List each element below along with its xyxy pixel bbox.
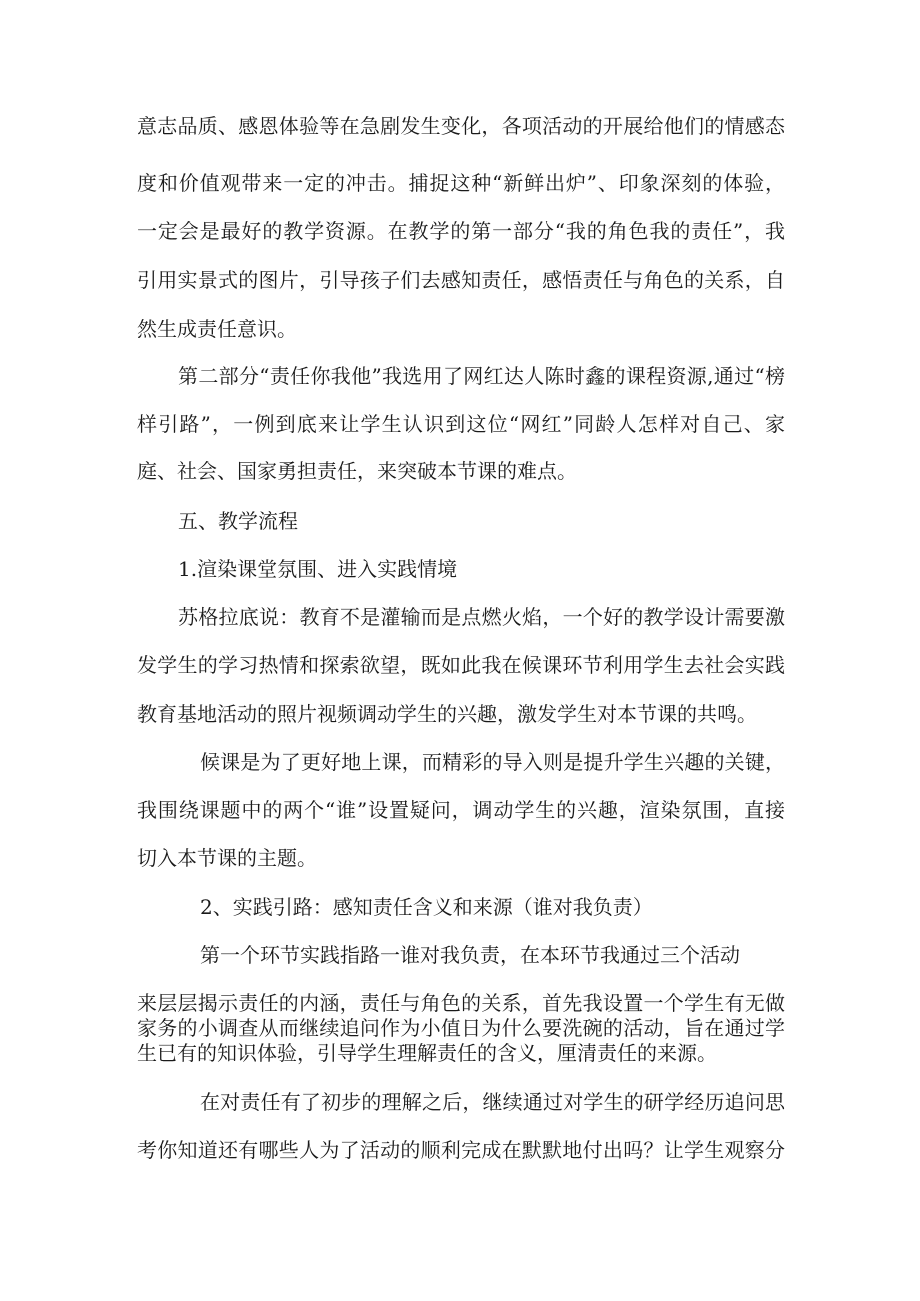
paragraph-line: 来层层揭示责任的内涵，责任与角色的关系，首先我设置一个学生有无做 [137,991,785,1015]
paragraph-line: 家务的小调查从而继续追问作为小值日为什么要洗碗的活动，旨在通过学 [137,1016,785,1040]
paragraph-line: 第一个环节实践指路一谁对我负责，在本环节我通过三个活动 [200,943,740,967]
paragraph-line: 度和价值观带来一定的冲击。捕捉这种“新鲜出炉”、印象深刻的体验， [137,171,785,195]
paragraph-line: 样引路”，一例到底来让学生认识到这位“网红”同龄人怎样对自己、家 [137,412,785,436]
subsection-heading: 1.渲染课堂氛围、进入实践情境 [178,557,458,581]
paragraph-line: 庭、社会、国家勇担责任，来突破本节课的难点。 [137,459,577,483]
paragraph-line: 切入本节课的主题。 [137,846,317,870]
paragraph-line: 考你知道还有哪些人为了活动的顺利完成在默默地付出吗？让学生观察分 [137,1138,785,1162]
paragraph-line: 我围绕课题中的两个“谁”设置疑问，调动学生的兴趣，渲染氛围，直接 [137,798,785,822]
paragraph-line: 苏格拉底说：教育不是灌输而是点燃火焰，一个好的教学设计需要激 [178,605,785,629]
paragraph-line: 发学生的学习热情和探索欲望，既如此我在候课环节利用学生去社会实践 [137,653,785,677]
section-heading: 五、教学流程 [178,509,298,533]
paragraph-line: 生已有的知识体验，引导学生理解责任的含义，厘清责任的来源。 [137,1041,717,1065]
subsection-heading: 2、实践引路：感知责任含义和来源（谁对我负责） [200,895,653,919]
paragraph-line: 然生成责任意识。 [137,317,297,341]
paragraph-line: 候课是为了更好地上课，而精彩的导入则是提升学生兴趣的关键， [200,750,785,774]
paragraph-line: 意志品质、感恩体验等在急剧发生变化，各项活动的开展给他们的情感态 [137,114,785,138]
paragraph-line: 一定会是最好的教学资源。在教学的第一部分“我的角色我的责任”，我 [137,219,785,243]
paragraph-line: 教育基地活动的照片视频调动学生的兴趣，激发学生对本节课的共鸣。 [137,702,757,726]
paragraph-line: 第二部分“责任你我他”我选用了网红达人陈时鑫的课程资源,通过“榜 [178,364,785,388]
paragraph-line: 引用实景式的图片，引导孩子们去感知责任，感悟责任与角色的关系，自 [137,268,785,292]
paragraph-line: 在对责任有了初步的理解之后，继续通过对学生的研学经历追问思 [200,1090,785,1114]
